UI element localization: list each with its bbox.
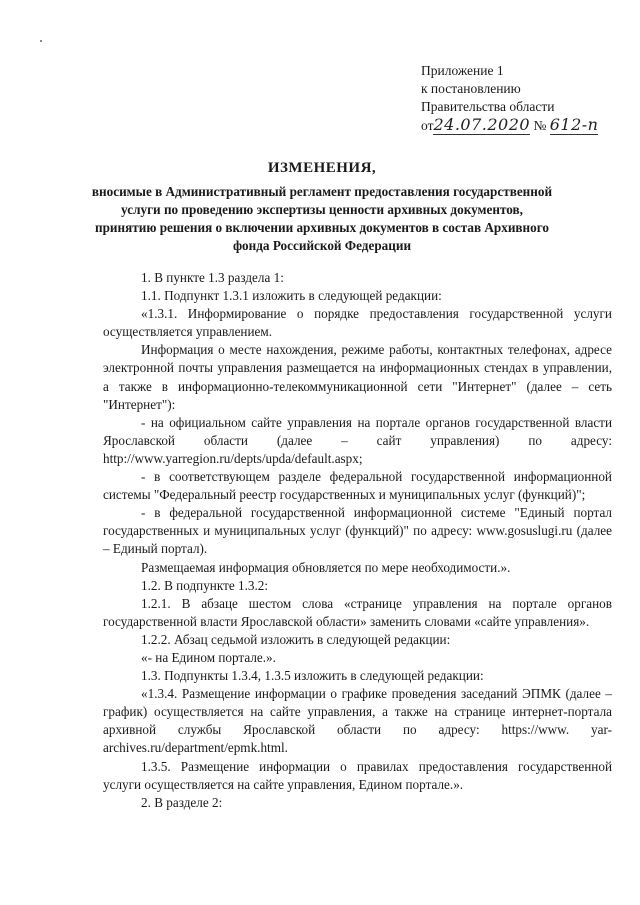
paragraph: «1.3.4. Размещение информации о графике проведения заседаний ЭПМК (далее – график) осуществляется на сайте управления, а также на странице интернет-портала архивной службы Ярославской области по адресу: https://www. yar-archives.ru/department/epmk.html. — [103, 686, 612, 756]
handwritten-date: 24.07.2020 — [433, 115, 531, 134]
paragraph: 1.1. Подпункт 1.3.1 изложить в следующей редакции: — [141, 288, 442, 304]
paragraph: 1.2.2. Абзац седьмой изложить в следующей редакции: — [141, 631, 451, 647]
paragraph: Размещаемая информация обновляется по мере необходимости.». — [141, 559, 511, 575]
paragraph: 1.3.5. Размещение информации о правилах предоставления государственной услуги осуществляется на сайте управления, Едином портале.». — [103, 758, 612, 792]
paragraph: «- на Едином портале.». — [141, 649, 276, 665]
paragraph: 1.2.1. В абзаце шестом слова «странице управления на портале органов государственной власти Ярославской области» заменить словами «сайте управления». — [103, 595, 612, 629]
paragraph: «1.3.1. Информирование о порядке предоставления государственной услуги осуществляется управлением. — [103, 306, 612, 340]
appendix-date-line — [421, 116, 598, 135]
title-subtitle: вносимые в Административный регламент предоставления государственной услуги по проведению экспертизы ценности архивных документов, принятию решения о включении архивных документов в состав Архивного фонда Российской Федерации — [91, 184, 553, 253]
paragraph: 1. В пункте 1.3 раздела 1: — [141, 270, 284, 285]
scan-mark — [40, 40, 42, 42]
document-body — [103, 269, 612, 812]
paragraph: - в федеральной государственной информационной системе "Единый портал государственных и муниципальных услуг (функций)" по адресу: www.gosuslugi.ru (далее – Единый портал). — [103, 505, 612, 557]
paragraph: 2. В разделе 2: — [141, 794, 223, 810]
appendix-line-3: Правительства области — [421, 99, 555, 114]
document-title — [90, 160, 554, 255]
paragraph: 1.3. Подпункты 1.3.4, 1.3.5 изложить в следующей редакции: — [141, 668, 484, 684]
handwritten-number: 612-п — [549, 115, 599, 134]
paragraph: - на официальном сайте управления на портале органов государственной власти Ярославской области (далее – сайт управления) по адресу: http://www.yarregion.ru/depts/upda/default.aspx; — [103, 414, 612, 466]
appendix-line-1: Приложение 1 — [421, 63, 504, 78]
paragraph: Информация о месте нахождения, режиме работы, контактных телефонах, адресе электронной почты управления размещается на информационных стендах в управлении, а также в информационно-телекоммуникационной сети "Интернет" (далее – сеть "Интернет"): — [103, 342, 612, 412]
paragraph: 1.2. В подпункте 1.3.2: — [141, 577, 269, 593]
number-prefix: № — [533, 118, 547, 133]
appendix-line-2: к постановлению — [421, 81, 521, 96]
appendix-block — [421, 62, 598, 135]
paragraph: - в соответствующем разделе федеральной государственной информационной системы "Федеральный реестр государственных и муниципальных услуг (функций)"; — [103, 469, 612, 503]
title-main: ИЗМЕНЕНИЯ, — [267, 160, 377, 176]
date-prefix: от — [421, 118, 434, 133]
